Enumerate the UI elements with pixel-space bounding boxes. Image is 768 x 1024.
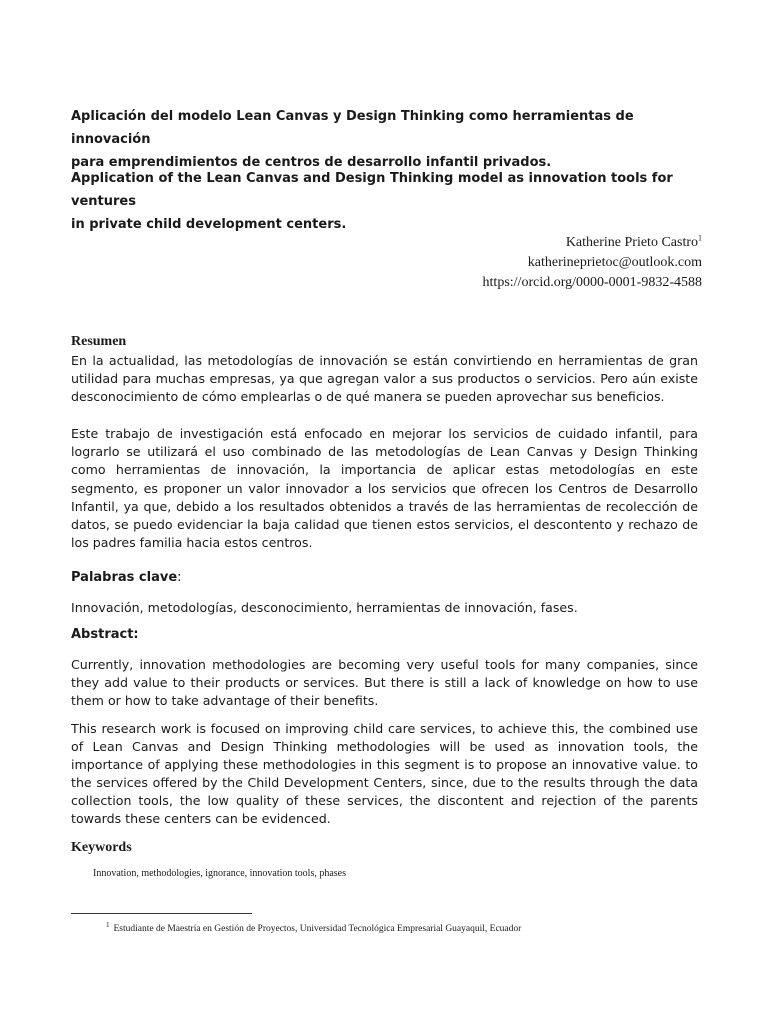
footnote-text: Estudiante de Maestría en Gestión de Proyectos, Universidad Tecnológica Empresarial Guayaquil, Ecuador: [113, 924, 522, 935]
keywords-text: Innovation, methodologies, ignorance, innovation tools, phases: [93, 868, 347, 879]
title-english-line-2: in private child development centers.: [71, 217, 347, 232]
keywords-heading: Keywords: [71, 840, 132, 855]
abstract-heading: Abstract:: [71, 627, 139, 642]
abstract-paragraph-1: Currently, innovation methodologies are becoming very useful tools for many companies, since they add value to their products or services. But there is still a lack of knowledge on how to use them or how to take advantage of their benefits.: [71, 657, 698, 708]
footnote: [106, 921, 521, 934]
author-block: [483, 233, 702, 293]
title-english-line-1: Application of the Lean Canvas and Design Thinking model as innovation tools for ventures: [71, 171, 673, 209]
abstract-paragraph-2: This research work is focused on improving child care services, to achieve this, the combined use of Lean Canvas and Design Thinking methodologies will be used as innovation tools, the importance of applying these methodologies in this segment is to propose an innovative value. to the services offered by the Child Development Centers, since, due to the results through the data collection tools, the low quality of these services, the discontent and rejection of the parents towards these centers can be evidenced.: [71, 721, 698, 826]
footnote-mark: 1: [106, 921, 110, 929]
palabras-clave-text: Innovación, metodologías, desconocimiento, herramientas de innovación, fases.: [71, 600, 578, 615]
resumen-paragraph-2: Este trabajo de investigación está enfocado en mejorar los servicios de cuidado infantil, para lograrlo se utilizará el uso combinado de las metodologías de Lean Canvas y Design Thinking como herramientas de innovación, la importancia de aplicar estas metodologías en este segmento, es proponer un valor innovador a los servicios que ofrecen los Centros de Desarrollo Infantil, ya que, debido a los resultados obtenidos a través de las herramientas de recolección de datos, se puedo evidenciar la baja calidad que tienen estos servicios, el descontento y rechazo de los padres familia hacia estos centros.: [71, 426, 698, 551]
footnote-separator: [71, 913, 252, 914]
author-orcid[interactable]: https://orcid.org/0000-0001-9832-4588: [482, 275, 702, 290]
title-spanish-line-2: para emprendimientos de centros de desarrollo infantil privados.: [71, 155, 552, 170]
author-name: Katherine Prieto Castro: [565, 235, 698, 250]
resumen-paragraph-1: En la actualidad, las metodologías de innovación se están convirtiendo en herramientas de gran utilidad para muchas empresas, ya que agregan valor a sus productos o servicios. Pero aún existe desconocimiento de cómo emplearlas o de qué manera se pueden aprovechar sus beneficios.: [71, 353, 698, 405]
title-spanish: [71, 105, 711, 174]
title-spanish-line-1: Aplicación del modelo Lean Canvas y Design Thinking como herramientas de innovación: [71, 109, 634, 147]
resumen-heading: Resumen: [71, 334, 127, 349]
title-english: [71, 167, 711, 236]
palabras-clave-heading: [71, 570, 182, 585]
palabras-clave-colon: :: [177, 570, 182, 585]
palabras-clave-label: Palabras clave: [71, 570, 178, 585]
author-name-line: [483, 233, 702, 253]
author-footnote-mark: 1: [698, 233, 702, 243]
author-email[interactable]: katherineprietoc@outlook.com: [527, 255, 702, 270]
